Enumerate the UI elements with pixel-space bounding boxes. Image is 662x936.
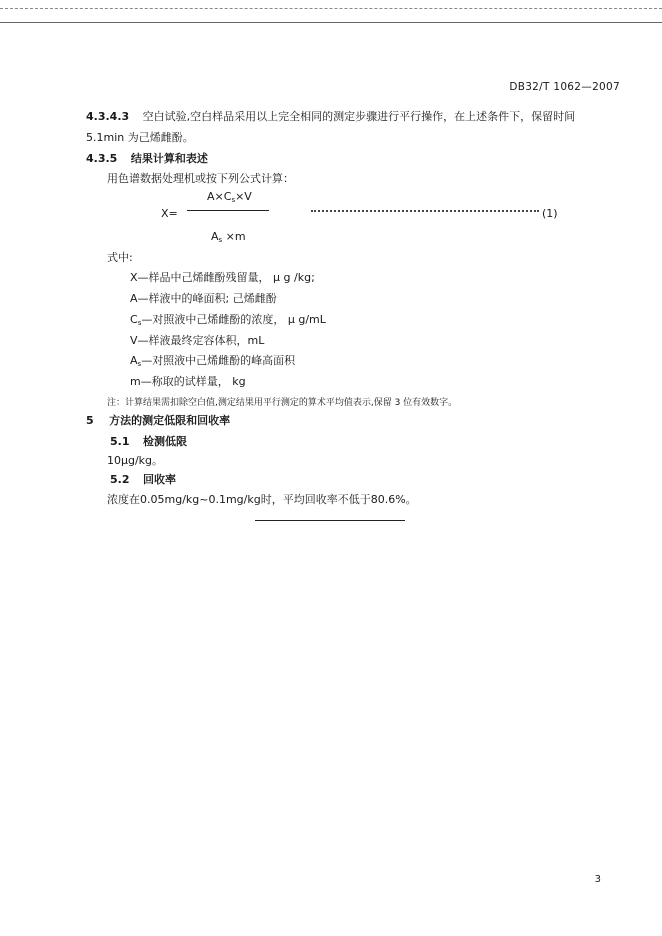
- section-435-number: 4.3.5: [86, 152, 118, 165]
- equation-leader-dots: [311, 210, 539, 212]
- where-as: $A_s—$对照液中己烯雌酚的峰高面积: [130, 354, 296, 368]
- section-435-heading: [86, 152, 208, 166]
- where-v: V—样液最终定容体积，mL: [130, 334, 265, 347]
- section-4343-text: 空白试验,空白样品采用以上完全相同的测定步骤进行平行操作，在上述条件下，保留时间: [142, 110, 576, 123]
- section-52-heading: [110, 473, 176, 487]
- section-435-title: 结果计算和表述: [130, 152, 208, 165]
- where-x: X—样品中己烯雌酚残留量， μ g /kg;: [130, 271, 315, 284]
- formula-numerator: $A\times C_s\times V$: [207, 190, 252, 204]
- section-4343-line2: 5.1min 为己烯雌酚。: [86, 131, 194, 144]
- section-52-number: 5.2: [110, 473, 130, 486]
- where-label: 式中:: [107, 251, 133, 264]
- where-m: m—称取的试样量， kg: [130, 375, 246, 388]
- formula-lhs: X=: [161, 207, 178, 220]
- fraction-bar: [187, 210, 269, 211]
- section-52-text: 浓度在0.05mg/kg~0.1mg/kg时，平均回收率不低于80.6%。: [107, 493, 417, 506]
- section-51-title: 检测低限: [143, 435, 187, 448]
- section-52-title: 回收率: [143, 473, 176, 486]
- standard-code: DB32/T 1062—2007: [509, 81, 620, 93]
- equation-number: (1): [542, 207, 558, 220]
- section-51-value: 10μg/kg。: [107, 454, 164, 467]
- section-51-heading: [110, 435, 187, 449]
- top-rule: [0, 22, 662, 23]
- note: 注：计算结果需扣除空白值,测定结果用平行测定的算术平均值表示,保留 3 位有效数字。: [107, 398, 458, 408]
- section-5-number: 5: [86, 414, 94, 427]
- where-a: A—样液中的峰面积; 己烯雌酚: [130, 292, 277, 305]
- section-5-heading: [86, 414, 230, 428]
- page-number: 3: [594, 874, 601, 885]
- section-4343-number: 4.3.4.3: [86, 110, 130, 123]
- end-of-standard-line: [255, 520, 405, 521]
- top-dashed-rule: [0, 8, 662, 9]
- where-cs: $C_s—$对照液中己烯雌酚的浓度， μ g/mL: [130, 313, 326, 327]
- section-51-number: 5.1: [110, 435, 130, 448]
- section-5-title: 方法的测定低限和回收率: [109, 414, 231, 427]
- section-435-intro: 用色谱数据处理机或按下列公式计算：: [107, 172, 294, 185]
- section-4343-line1: [86, 110, 575, 124]
- formula-denominator: $A_s \times m$: [211, 230, 246, 244]
